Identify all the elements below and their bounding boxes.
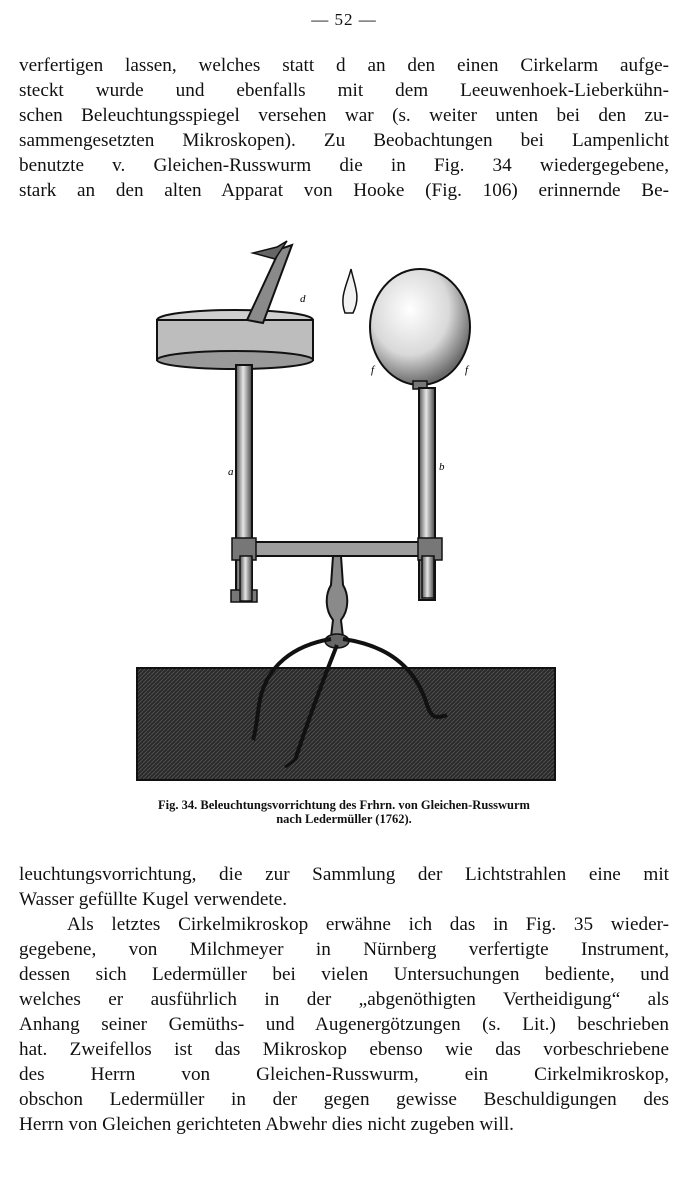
caption-line-1: Fig. 34. Beleuchtungsvorrichtung des Frhrn. von Gleichen-Russwurm	[158, 798, 530, 812]
label-b: b	[439, 461, 445, 473]
text-line: Herrn von Gleichen gerichteten Abwehr dies nicht zugeben will.	[19, 1114, 514, 1135]
figure-caption	[0, 798, 688, 826]
table-surface	[137, 668, 555, 780]
text-line: stark an den alten Apparat von Hooke (Fig. 106) erinnernde Be-	[19, 180, 669, 201]
stand-column	[327, 556, 348, 637]
text-line: hat. Zweifellos ist das Mikroskop ebenso wie das vorbeschriebene	[19, 1039, 669, 1060]
text-line: gegebene, von Milchmeyer in Nürnberg verfertigte Instrument,	[19, 939, 669, 960]
water-globe	[370, 269, 470, 385]
text-line: des Herrn von Gleichen-Russwurm, ein Cirkelmikroskop,	[19, 1064, 669, 1085]
text-line: verfertigen lassen, welches statt d an den einen Cirkelarm aufge-	[19, 55, 669, 76]
text-line: welches er ausführlich in der „abgenöthigten Vertheidigung“ als	[19, 989, 669, 1010]
text-line: Wasser gefüllte Kugel verwendete.	[19, 889, 288, 910]
text-line: leuchtungsvorrichtung, die zur Sammlung der Lichtstrahlen eine mit	[19, 864, 669, 885]
text-line: obschon Ledermüller in der gegen gewisse Beschuldigungen des	[19, 1089, 669, 1110]
apparatus-illustration	[135, 235, 560, 785]
top-paragraph	[19, 53, 669, 203]
label-d: d	[300, 293, 306, 305]
lamp-flame	[343, 269, 357, 313]
text-line: sammengesetzten Mikroskopen). Zu Beobachtungen bei Lampenlicht	[19, 130, 669, 151]
text-line: steckt wurde und ebenfalls mit dem Leeuwenhoek-Lieberkühn-	[19, 80, 669, 101]
text-line: schen Beleuchtungsspiegel versehen war (s. weiter unten bei den zu-	[19, 105, 669, 126]
label-f-left: f	[371, 364, 375, 376]
text-line: dessen sich Ledermüller bei vielen Untersuchungen bediente, und	[19, 964, 669, 985]
crossbar	[236, 542, 439, 556]
caption-line-2: nach Ledermüller (1762).	[276, 812, 412, 826]
label-f-right: f	[465, 364, 469, 376]
text-line: Anhang seiner Gemüths- und Augenergötzungen (s. Lit.) beschrieben	[19, 1014, 669, 1035]
text-line: benutzte v. Gleichen-Russwurm die in Fig. 34 wiedergegebene,	[19, 155, 669, 176]
bottom-paragraph	[19, 862, 669, 1137]
text-line: Als letztes Cirkelmikroskop erwähne ich das in Fig. 35 wieder-	[67, 914, 669, 935]
label-a: a	[228, 466, 234, 478]
figure-illumination-apparatus	[135, 235, 560, 785]
page-number: — 52 —	[311, 10, 377, 29]
